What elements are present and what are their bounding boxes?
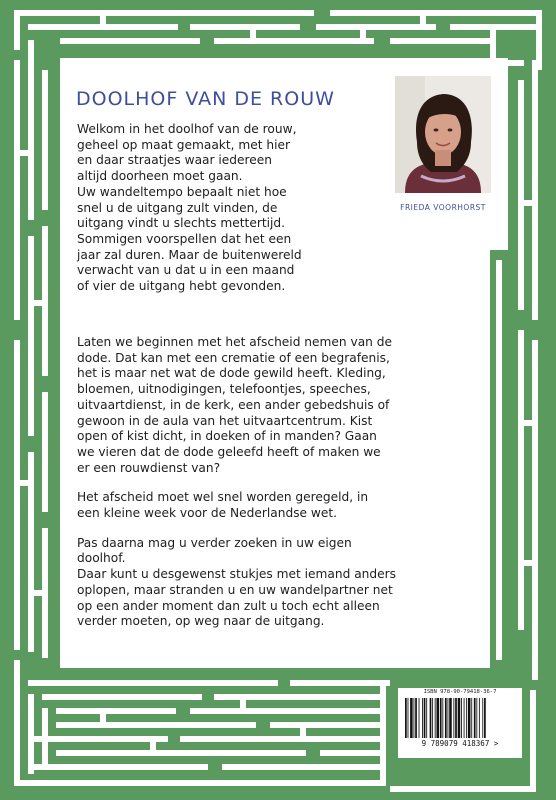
barcode-bar <box>476 698 477 738</box>
barcode-bar <box>419 698 420 738</box>
barcode-bar <box>422 698 423 738</box>
barcode-bar <box>424 698 426 738</box>
barcode-bar <box>455 698 457 738</box>
paragraph: Pas daarna mag u verder zoeken in uw eigen doolhof. Daar kunt u desgewenst stukjes met iemand anders oplopen, maar stranden u en uw wandelpartner net op een ander moment dan zult u toch echt alleen verder moeten, op weg naar de uitgang. <box>77 535 396 629</box>
barcode-bar <box>474 698 476 738</box>
barcode-bar <box>440 698 442 738</box>
barcode-bar <box>432 698 433 738</box>
barcode-bar <box>436 698 439 738</box>
paragraph: Het afscheid moet wel snel worden geregeld, in een kleine week voor de Nederlandse wet. <box>77 490 369 521</box>
intro-text: Welkom in het doolhof van de rouw, geheel op maat gemaakt, met hier en daar straatjes waar iedereen altijd doorheen moet gaan. Uw wandeltempo bepaalt niet hoe snel u de uitgang zult vinden, de uitgang vindt u slechts mettertijd. Sommigen voorspellen dat het een jaar zal duren. Maar de buitenwereld verwacht van u dat u in een maand of vier de uitgang hebt gevonden. <box>77 122 302 294</box>
barcode-bar <box>449 698 452 738</box>
barcode-bar <box>484 698 486 738</box>
barcode-bar <box>410 698 413 738</box>
barcode-bar <box>405 698 407 738</box>
barcode-bar <box>458 698 461 738</box>
barcode-bar <box>453 698 454 738</box>
barcode-bar <box>471 698 472 738</box>
barcode-bar <box>408 698 409 738</box>
barcode-bar <box>464 698 465 738</box>
barcode-bar <box>461 698 462 738</box>
barcode-bar <box>468 698 471 738</box>
ean-number: 9 789079 418367 > <box>421 739 499 748</box>
barcode-bar <box>448 698 449 738</box>
paragraph: Laten we beginnen met het afscheid nemen van de dode. Dat kan met een crematie of een begrafenis, het is maar net wat de dode gewild heeft. Kleding, bloemen, uitnodigingen, telefoontjes, speeches, uitvaartdienst, in de kerk, een ander gebedshuis of gewoon in de aula van het uitvaartcentrum. Kist open of kist dicht, in doeken of in manden? Gaan we vieren dat de dode geleefd heeft of maken we er een rouwdienst van? <box>77 335 393 475</box>
book-title: DOOLHOF VAN DE ROUW <box>76 88 335 110</box>
barcode-bar <box>426 698 427 738</box>
barcode-bar <box>435 698 436 738</box>
barcode-bar <box>430 698 432 738</box>
author-name: FRIEDA VOORHORST <box>400 203 486 212</box>
barcode-bar <box>414 698 415 738</box>
isbn-label: ISBN 978-90-79418-36-7 <box>423 689 497 695</box>
barcode-bar <box>442 698 443 738</box>
barcode-bar <box>415 698 417 738</box>
barcode <box>404 698 516 738</box>
barcode-bar <box>466 698 467 738</box>
author-photo <box>395 76 491 193</box>
barcode-area <box>398 688 522 758</box>
barcode-bar <box>445 698 447 738</box>
body-text <box>77 335 497 644</box>
barcode-bar <box>479 698 480 738</box>
barcode-bar <box>482 698 483 738</box>
